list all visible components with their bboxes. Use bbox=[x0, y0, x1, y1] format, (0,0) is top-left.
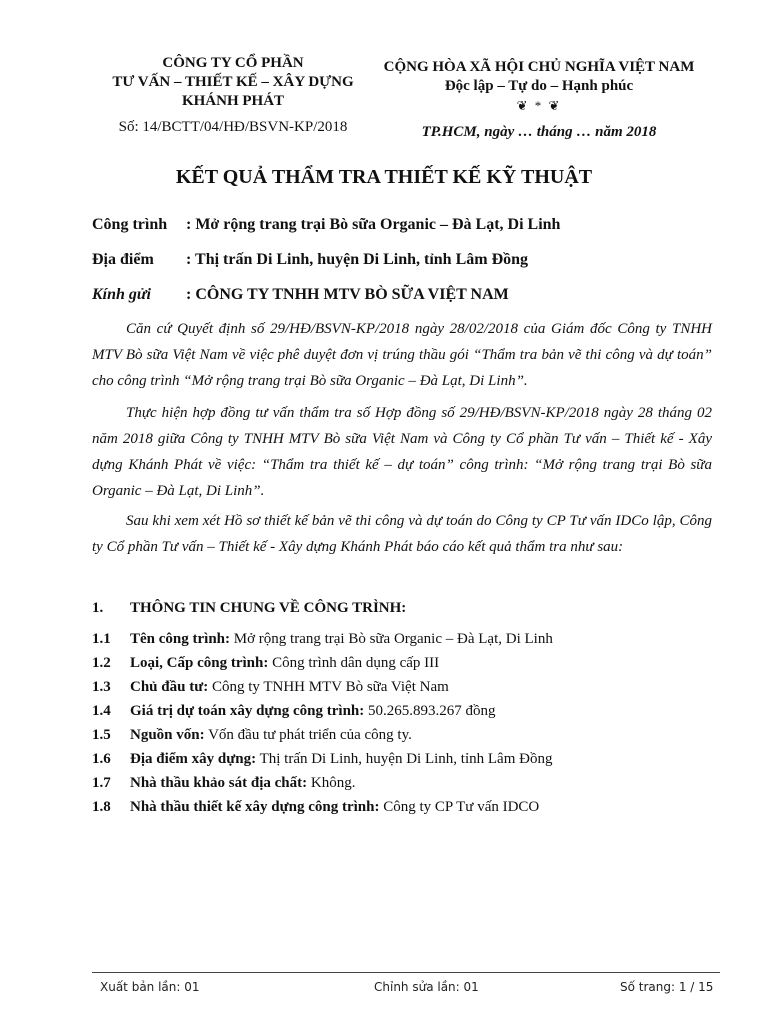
item-value: Mở rộng trang trại Bò sữa Organic – Đà Lạt, Di Linh bbox=[233, 631, 553, 647]
company-header bbox=[92, 54, 374, 137]
company-name-line-1: CÔNG TY CỔ PHẦN bbox=[162, 55, 304, 71]
item-value: Thị trấn Di Linh, huyện Di Linh, tỉnh Lâm Đồng bbox=[259, 751, 553, 767]
info-value: : Mở rộng trang trại Bò sữa Organic – Đà Lạt, Di Linh bbox=[186, 216, 561, 233]
document-title: KẾT QUẢ THẨM TRA THIẾT KẾ KỸ THUẬT bbox=[175, 166, 593, 188]
item-value: 50.265.893.267 đồng bbox=[368, 703, 496, 719]
item-number: 1.2 bbox=[92, 655, 111, 671]
paragraph-basis bbox=[92, 316, 712, 394]
info-key: Địa điểm bbox=[92, 251, 154, 268]
footer-edition: Xuất bản lần: 01 bbox=[100, 980, 200, 994]
item-value: Công ty TNHH MTV Bò sữa Việt Nam bbox=[211, 679, 449, 695]
item-label: Giá trị dự toán xây dựng công trình: bbox=[130, 703, 365, 719]
paragraph-text: Thực hiện hợp đồng tư vấn thẩm tra số Hợp đồng số 29/HĐ/BSVN-KP/2018 ngày 28 tháng 02 năm 2018 giữa Công ty TNHH MTV Bò sữa Việt Nam và Công ty Cổ phần Tư vấn – Thiết kế - Xây dựng Khánh Phát về việc: “Thẩm tra thiết kế – dự toán” công trình: “Mở rộng trang trại Bò sữa Organic – Đà Lạt, Di Linh”. bbox=[92, 405, 712, 499]
list-item bbox=[92, 631, 553, 648]
item-label: Nhà thầu thiết kế xây dựng công trình: bbox=[130, 799, 380, 815]
paragraph-contract bbox=[92, 400, 712, 504]
info-key: Công trình bbox=[92, 216, 168, 233]
item-label: Nguồn vốn: bbox=[130, 727, 205, 743]
section-heading bbox=[92, 600, 406, 617]
item-label: Địa điểm xây dựng: bbox=[130, 751, 257, 767]
footer-revision: Chỉnh sửa lần: 01 bbox=[374, 980, 479, 994]
info-row-project bbox=[92, 216, 560, 234]
info-value: : Thị trấn Di Linh, huyện Di Linh, tỉnh Lâm Đồng bbox=[186, 251, 529, 268]
company-name-line-3: KHÁNH PHÁT bbox=[181, 93, 285, 109]
company-name-line-2: TƯ VẤN – THIẾT KẾ – XÂY DỰNG bbox=[112, 74, 354, 90]
item-value: Vốn đầu tư phát triển của công ty. bbox=[208, 727, 412, 743]
ornament-icon: ❦ * ❦ bbox=[516, 98, 562, 113]
list-item bbox=[92, 703, 496, 720]
item-value: Không. bbox=[310, 775, 356, 791]
item-label: Tên công trình: bbox=[130, 631, 231, 647]
footer-divider bbox=[92, 972, 720, 973]
paragraph-conclusion bbox=[92, 508, 712, 560]
footer-page-number: Số trang: 1 / 15 bbox=[620, 980, 714, 994]
list-item bbox=[92, 655, 439, 672]
info-value: : CÔNG TY TNHH MTV BÒ SỮA VIỆT NAM bbox=[186, 286, 509, 303]
info-row-location bbox=[92, 251, 528, 269]
paragraph-text: Căn cứ Quyết định số 29/HĐ/BSVN-KP/2018 ngày 28/02/2018 của Giám đốc Công ty TNHH MTV Bò sữa Việt Nam về việc phê duyệt đơn vị trúng thầu gói “Thẩm tra bản vẽ thi công và dự toán” cho công trình “Mở rộng trang trại Bò sữa Organic – Đà Lạt, Di Linh”. bbox=[92, 321, 712, 389]
item-value: Công ty CP Tư vấn IDCO bbox=[383, 799, 540, 815]
list-item bbox=[92, 679, 449, 696]
national-motto: Độc lập – Tự do – Hạnh phúc bbox=[444, 78, 634, 94]
item-value: Công trình dân dụng cấp III bbox=[272, 655, 440, 671]
national-title: CỘNG HÒA XÃ HỘI CHỦ NGHĨA VIỆT NAM bbox=[383, 59, 695, 75]
document-number: Số: 14/BCTT/04/HĐ/BSVN-KP/2018 bbox=[118, 119, 348, 135]
item-label: Chủ đầu tư: bbox=[130, 679, 209, 695]
list-item bbox=[92, 775, 355, 792]
paragraph-text: Sau khi xem xét Hồ sơ thiết kế bản vẽ thi công và dự toán do Công ty CP Tư vấn IDCo lập, Công ty Cổ phần Tư vấn – Thiết kế - Xây dựng Khánh Phát báo cáo kết quả thẩm tra như sau: bbox=[92, 513, 712, 555]
item-number: 1.6 bbox=[92, 751, 111, 767]
list-item bbox=[92, 799, 539, 816]
info-row-recipient bbox=[92, 286, 509, 304]
item-number: 1.7 bbox=[92, 775, 111, 791]
item-label: Loại, Cấp công trình: bbox=[130, 655, 269, 671]
item-number: 1.4 bbox=[92, 703, 111, 719]
info-key: Kính gửi bbox=[92, 286, 151, 303]
item-number: 1.5 bbox=[92, 727, 111, 743]
list-item bbox=[92, 727, 412, 744]
section-number: 1. bbox=[92, 600, 104, 616]
list-item bbox=[92, 751, 552, 768]
item-label: Nhà thầu khảo sát địa chất: bbox=[130, 775, 308, 791]
item-number: 1.1 bbox=[92, 631, 111, 647]
national-header bbox=[374, 58, 704, 142]
item-number: 1.3 bbox=[92, 679, 111, 695]
place-date: TP.HCM, ngày … tháng … năm 2018 bbox=[421, 124, 657, 140]
item-number: 1.8 bbox=[92, 799, 111, 815]
section-title: THÔNG TIN CHUNG VỀ CÔNG TRÌNH: bbox=[130, 600, 407, 616]
